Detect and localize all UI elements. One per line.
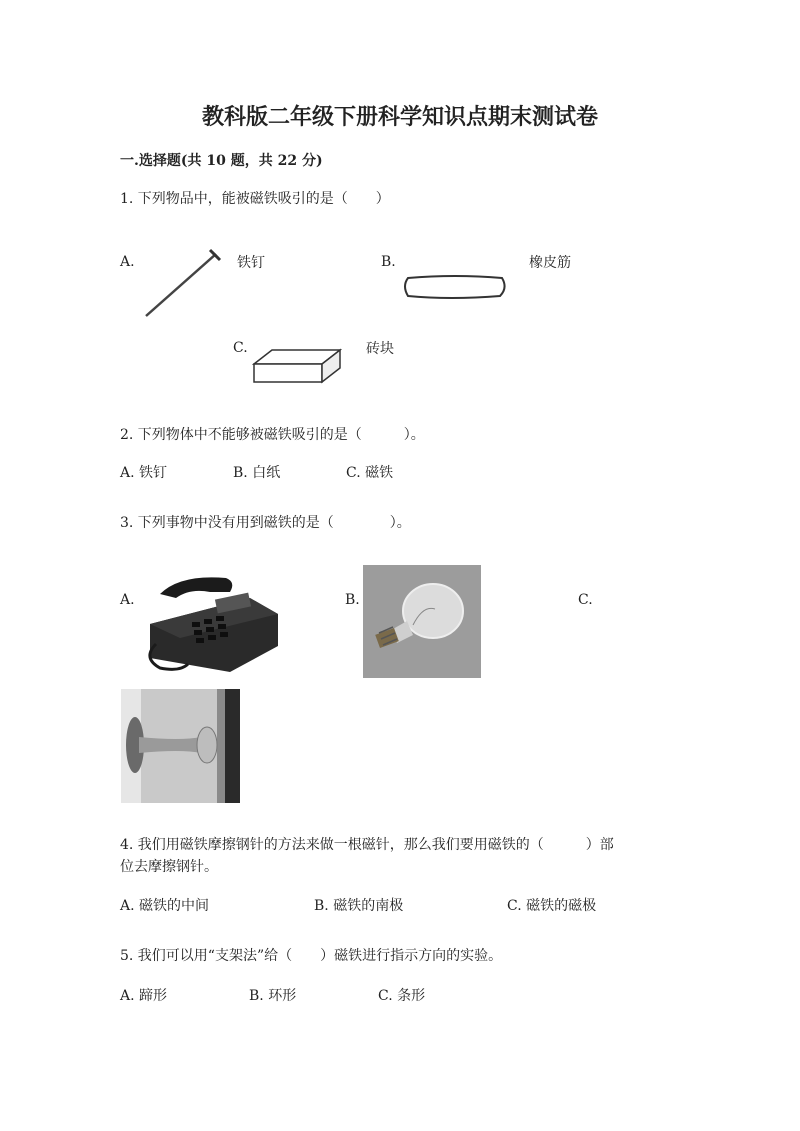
section-heading: 一.选择题(共 10 题，共 22 分) [120, 153, 323, 169]
door-stopper-image [121, 689, 240, 803]
q3-option-c-letter: C. [578, 592, 593, 608]
telephone-image [140, 568, 280, 676]
q5-option-b: B. 环形 [249, 988, 297, 1004]
page-title: 教科版二年级下册科学知识点期末测试卷 [201, 104, 598, 130]
question-1-stem: 1. 下列物品中，能被磁铁吸引的是（ ） [120, 191, 390, 207]
light-bulb-image [363, 565, 481, 678]
q2-option-c: C. 磁铁 [346, 465, 394, 481]
question-5-stem: 5. 我们可以用“支架法”给（ ）磁铁进行指示方向的实验。 [120, 948, 503, 964]
q1-option-c-label: 砖块 [366, 341, 394, 357]
q2-option-a: A. 铁钉 [120, 465, 168, 481]
q1-option-b-label: 橡皮筋 [529, 255, 571, 271]
q1-option-b-letter: B. [381, 254, 396, 270]
q4-option-a: A. 磁铁的中间 [120, 898, 210, 914]
rubber-band-image [400, 272, 510, 302]
q1-option-c-letter: C. [233, 340, 248, 356]
q4-option-c: C. 磁铁的磁极 [507, 898, 597, 914]
q1-option-a-label: 铁钉 [237, 255, 265, 271]
question-2-stem: 2. 下列物体中不能够被磁铁吸引的是（ ）。 [120, 427, 425, 443]
question-3-stem: 3. 下列事物中没有用到磁铁的是（ ）。 [120, 515, 411, 531]
q1-option-a-letter: A. [120, 254, 135, 270]
q5-option-a: A. 蹄形 [120, 988, 168, 1004]
q5-option-c: C. 条形 [378, 988, 426, 1004]
brick-image [252, 346, 342, 386]
q3-option-a-letter: A. [120, 592, 135, 608]
q4-option-b: B. 磁铁的南极 [314, 898, 404, 914]
nail-image [140, 248, 222, 322]
q3-option-b-letter: B. [345, 592, 360, 608]
q2-option-b: B. 白纸 [233, 465, 281, 481]
question-4-stem-line1: 4. 我们用磁铁摩擦钢针的方法来做一根磁针，那么我们要用磁铁的（ ）部 [120, 837, 614, 853]
question-4-stem-line2: 位去摩擦钢针。 [120, 859, 218, 875]
